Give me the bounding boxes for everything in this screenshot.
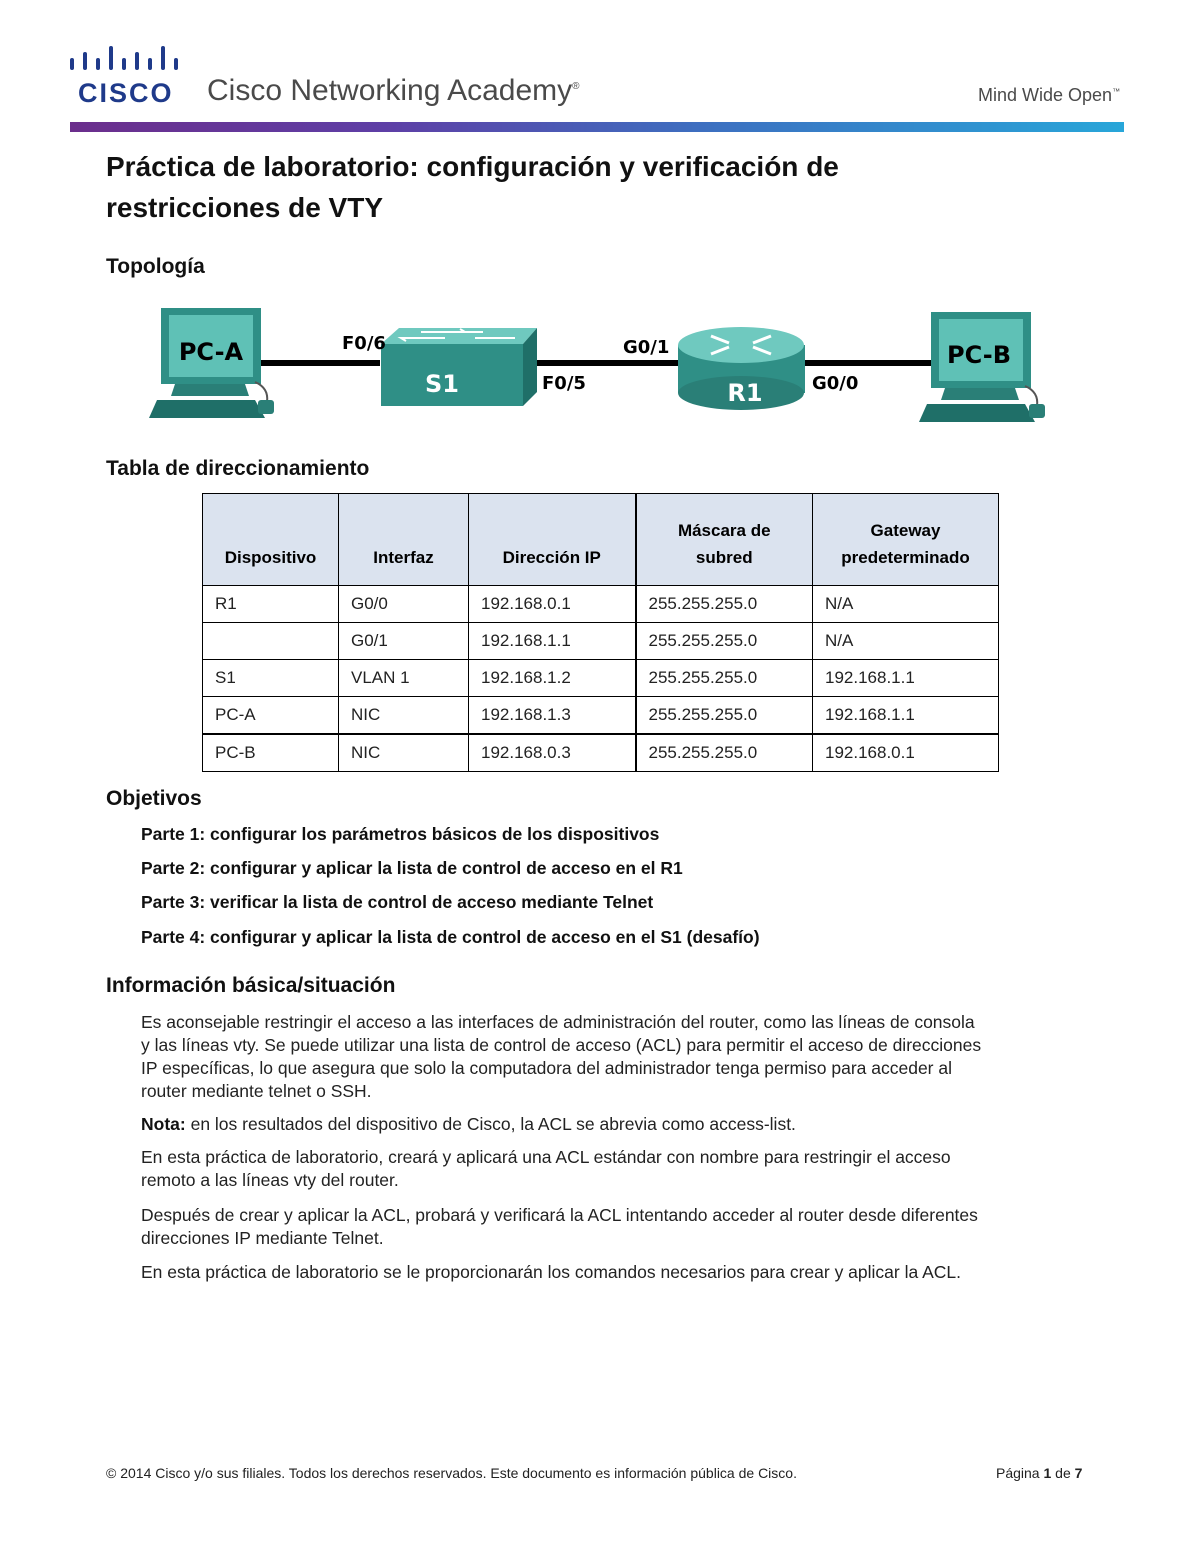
objective-item: Parte 4: configurar y aplicar la lista de control de acceso en el S1 (desafío) [141,927,760,947]
objectives-heading: Objetivos [106,787,202,810]
tagline: Mind Wide Open™ [978,85,1121,105]
page-number: Página 1 de 7 [996,1465,1083,1481]
interface-label-g00: G0/0 [812,373,859,394]
page-title: Práctica de laboratorio: configuración y verificación de restricciones de VTY [106,151,839,223]
addressing-table [202,493,999,772]
note-label: Nota: [141,1114,186,1134]
topology-heading: Topología [106,255,205,278]
table-row: PC-A NIC 192.168.1.3 255.255.255.0 192.168.1.1 [203,697,999,735]
addressing-heading: Tabla de direccionamiento [106,457,370,480]
header-gateway: Gateway predeterminado [813,494,999,586]
router-label: R1 [727,379,763,407]
header-ip: Dirección IP [469,494,636,586]
table-row: S1 VLAN 1 192.168.1.2 255.255.255.0 192.168.1.1 [203,660,999,697]
objective-item: Parte 1: configurar los parámetros básicos de los dispositivos [141,824,660,844]
background-heading: Información básica/situación [106,974,396,997]
pc-b-label: PC-B [946,341,1012,369]
table-row: PC-B NIC 192.168.0.3 255.255.255.0 192.168.0.1 [203,734,999,772]
footer-copyright: © 2014 Cisco y/o sus filiales. Todos los derechos reservados. Este documento es información pública de Cisco. [106,1465,797,1481]
header-mask: Máscara de subred [636,494,813,586]
background-paragraph-3: En esta práctica de laboratorio, creará y aplicará una ACL estándar con nombre para restringir el acceso remoto a las líneas vty del router. [141,1147,951,1190]
topology-diagram [145,300,1065,430]
header-device: Dispositivo [203,494,339,586]
table-row: G0/1 192.168.1.1 255.255.255.0 N/A [203,623,999,660]
switch-label: S1 [425,370,459,398]
header-gradient-bar [70,122,1124,132]
cisco-wordmark: CISCO [78,78,174,108]
table-header-row [203,494,999,586]
objective-item: Parte 2: configurar y aplicar la lista de control de acceso en el R1 [141,858,683,878]
table-row: R1 G0/0 192.168.0.1 255.255.255.0 N/A [203,586,999,623]
objective-item: Parte 3: verificar la lista de control de acceso mediante Telnet [141,892,654,912]
interface-label-g01: G0/1 [623,337,670,358]
background-paragraph-4: Después de crear y aplicar la ACL, probará y verificará la ACL intentando acceder al router desde diferentes direcciones IP mediante Telnet. [141,1205,978,1248]
pc-a-label: PC-A [178,338,244,366]
note-paragraph: Nota: en los resultados del dispositivo de Cisco, la ACL se abrevia como access-list. [141,1114,796,1134]
switch-icon [381,328,537,406]
academy-title: Cisco Networking Academy® [207,74,580,107]
background-paragraph-1: Es aconsejable restringir el acceso a las interfaces de administración del router, como las líneas de consola y las líneas vty. Se puede utilizar una lista de control de acceso (ACL) para permitir el acceso de direcciones IP específicas, lo que asegura que solo la computadora del administrador tenga permiso para acceder al router mediante telnet o SSH. [141,1012,982,1101]
interface-label-f06: F0/6 [342,333,386,354]
interface-label-f05: F0/5 [542,373,586,394]
background-paragraph-5: En esta práctica de laboratorio se le proporcionarán los comandos necesarios para crear y aplicar la ACL. [141,1262,962,1282]
header-interface: Interfaz [339,494,469,586]
